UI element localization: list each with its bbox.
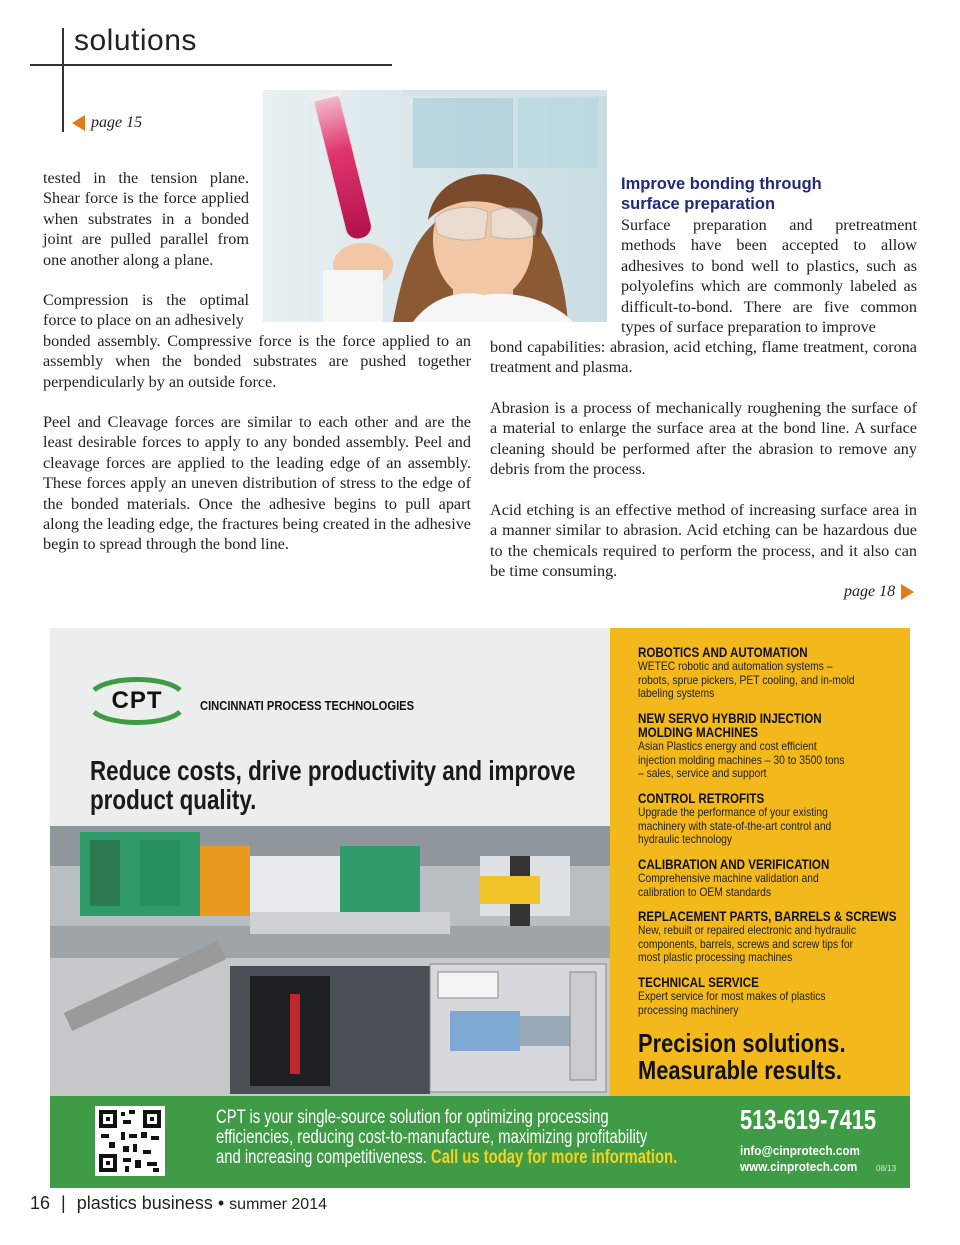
service-robotics: ROBOTICS AND AUTOMATION WETEC robotic and automation systems – robots, sprue pickers, PET cooling, and in-mold labeling systems bbox=[638, 645, 855, 701]
right-paragraph-3: Acid etching is an effective method of increasing surface area in a manner similar to abrasion. Acid etching can be hazardous due to the chemicals required to perform the process, and it also can be time consuming. bbox=[490, 501, 917, 581]
service-calibration: CALIBRATION AND VERIFICATION Comprehensive machine validation and calibration to OEM standards bbox=[638, 857, 830, 899]
logo-text: CPT bbox=[111, 687, 163, 714]
website-link[interactable]: www.cinprotech.com bbox=[740, 1159, 858, 1174]
page-footer bbox=[30, 1193, 327, 1214]
ad-headline-1: Reduce costs, drive productivity and improve bbox=[90, 755, 576, 786]
company-name: CINCINNATI PROCESS TECHNOLOGIES bbox=[200, 698, 415, 713]
service-technical: TECHNICAL SERVICE Expert service for most makes of plastics processing machinery bbox=[638, 975, 826, 1017]
footer-divider: | bbox=[61, 1193, 66, 1213]
continued-from[interactable]: page 15 bbox=[72, 114, 142, 132]
ad-code: 08/13 bbox=[876, 1164, 897, 1173]
ad-tagline-1: Precision solutions. bbox=[638, 1028, 846, 1058]
cpt-logo bbox=[90, 676, 184, 731]
left-paragraph-3: Peel and Cleavage forces are similar to each other and are the least desirable forces to apply to any bonded assembly. Peel and cleavage forces are applied to the leading edge of an assembly. These forces apply an uneven distribution of stress to the edge of the bonded materials. Once the adhesive begins to pull apart along the leading edge, the fractures being created in the adhesive begin to spread through the bond line. bbox=[43, 413, 471, 554]
ad-tagline-2: Measurable results. bbox=[638, 1055, 842, 1085]
qr-code-icon[interactable] bbox=[95, 1106, 165, 1176]
ad-contact-bar bbox=[50, 1096, 910, 1188]
right-paragraph-2: Abrasion is a process of mechanically roughening the surface of a material to enlarge the surface area at the bond line. A surface cleaning should be performed after the abrasion to remove any debris from the process. bbox=[490, 399, 917, 479]
continued-to[interactable]: page 18 bbox=[844, 583, 914, 601]
ad-pitch: CPT is your single-source solution for optimizing processing efficiencies, reducing cost-to-manufacture, maximizing profitability and increasing competitiveness. Call us today for more information. bbox=[216, 1107, 678, 1168]
call-to-action[interactable]: Call us today for more information. bbox=[431, 1147, 678, 1168]
header-horizontal-rule bbox=[30, 64, 392, 66]
left-paragraph-2a: Compression is the optimal force to place on an adhesively bbox=[43, 291, 249, 330]
service-replacement-parts: REPLACEMENT PARTS, BARRELS & SCREWS New, rebuilt or repaired electronic and hydraulic components, barrels, screws and screw tips for most plastic processing machines bbox=[638, 909, 897, 965]
header-vertical-rule bbox=[62, 28, 64, 132]
scientist-photo bbox=[263, 90, 607, 322]
page-number: 16 bbox=[30, 1193, 51, 1213]
email-link[interactable]: info@cinprotech.com bbox=[740, 1143, 860, 1158]
service-servo-hybrid: NEW SERVO HYBRID INJECTION MOLDING MACHINES Asian Plastics energy and cost efficient injection molding machines – 30 to 3500 tons – sales, service and support bbox=[638, 711, 845, 781]
section-title: solutions bbox=[74, 24, 197, 57]
left-paragraph-2b: bonded assembly. Compressive force is the force applied to an assembly when the bonded substrates are pushed together perpendicularly by an outside force. bbox=[43, 332, 471, 391]
publication-name: plastics business bbox=[76, 1193, 213, 1213]
issue-date: summer 2014 bbox=[229, 1196, 327, 1213]
right-paragraph-1b: bond capabilities: abrasion, acid etching, flame treatment, corona treatment and plasma. bbox=[490, 338, 917, 377]
service-control-retrofits: CONTROL RETROFITS Upgrade the performance of your existing machinery with state-of-the-art control and hydraulic technology bbox=[638, 791, 832, 847]
phone-number[interactable]: 513-619-7415 bbox=[740, 1104, 877, 1135]
section-heading: Improve bonding through surface preparation bbox=[621, 175, 822, 213]
ad-services-panel bbox=[610, 628, 910, 1096]
arrow-right-icon bbox=[901, 584, 914, 600]
ad-headline-2: product quality. bbox=[90, 784, 257, 815]
arrow-left-icon bbox=[72, 115, 85, 131]
cpt-advertisement[interactable] bbox=[50, 628, 910, 1188]
ad-image-panel bbox=[50, 628, 610, 1096]
footer-bullet: • bbox=[217, 1193, 225, 1213]
left-paragraph-1: tested in the tension plane. Shear force is the force applied when substrates in a bonded joint are pulled parallel from one another along a plane. bbox=[43, 169, 249, 269]
machinery-photo bbox=[50, 826, 610, 1096]
right-paragraph-1a: Surface preparation and pretreatment methods have been accepted to allow adhesives to bond well to plastics, such as polyolefins which are commonly labeled as difficult-to-bond. There are five common types of surface preparation to improve bbox=[621, 216, 917, 337]
